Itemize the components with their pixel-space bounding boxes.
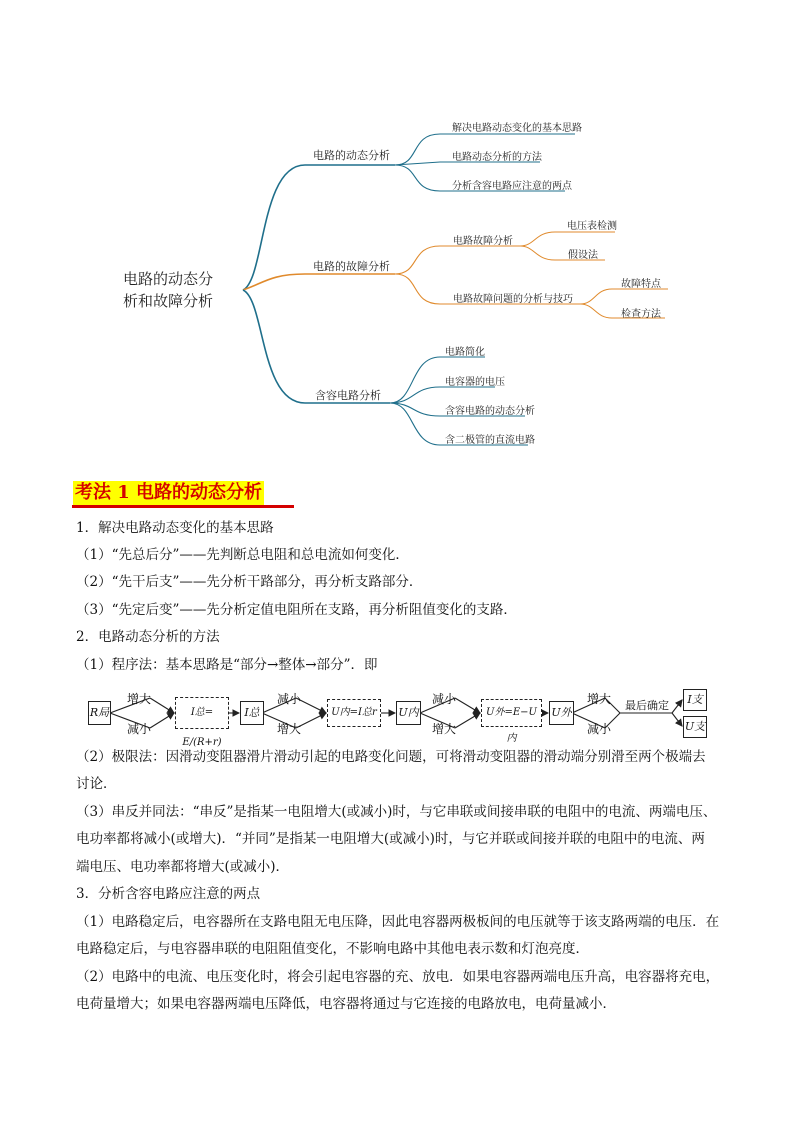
flow-label-increase: 增大: [277, 722, 302, 736]
paragraph: （1）“先总后分”——先判断总电阻和总电流如何变化．: [76, 547, 409, 563]
flow-label-decrease: 减小: [587, 722, 612, 736]
flow-box-u-outer: U外: [549, 701, 574, 725]
paragraph: 电功率都将减小(或增大)．“并同”是指某一电阻增大(或减小)时，与它并联或间接并联的电阻中的电流、两: [76, 831, 705, 847]
mindmap-leaf[interactable]: 解决电路动态变化的基本思路: [452, 123, 582, 134]
paragraph: （2）极限法：因滑动变阻器滑片滑动引起的电路变化问题，可将滑动变阻器的滑动端分别滑至两个极端去: [76, 749, 706, 765]
mindmap-branch-capacitor[interactable]: 含容电路分析: [315, 389, 381, 402]
flow-label-decrease: 减小: [127, 722, 152, 736]
paragraph: 电荷量增大；如果电容器两端电压降低，电容器将通过与它连接的电路放电，电荷量减小．: [76, 996, 616, 1012]
mindmap-leaf[interactable]: 电路故障问题的分析与技巧: [453, 294, 573, 305]
flow-box-u-branch: U支: [683, 716, 707, 738]
flow-label-increase: 增大: [587, 692, 612, 706]
section-title: 考法 1 电路的动态分析: [75, 482, 263, 503]
flow-box-r-local: R局: [88, 701, 111, 725]
paragraph: 1．解决电路动态变化的基本思路: [76, 520, 274, 536]
mindmap-root-line2: 析和故障分析: [122, 292, 213, 310]
flow-label-decrease: 减小: [277, 692, 302, 706]
mindmap-leaf[interactable]: 含二极管的直流电路: [445, 435, 535, 446]
flow-box-u-outer-formula: U外=E−U内: [481, 699, 542, 727]
mindmap-lines: [0, 0, 794, 470]
paragraph: （1）程序法：基本思路是“部分→整体→部分”．即: [76, 657, 378, 673]
paragraph: 端电压、电功率都将增大(或减小)．: [76, 859, 290, 875]
flow-label-increase: 增大: [432, 722, 457, 736]
flow-label-decrease: 减小: [432, 692, 457, 706]
mindmap-leaf[interactable]: 电容器的电压: [445, 377, 505, 388]
paragraph: （2）“先干后支”——先分析干路部分，再分析支路部分．: [76, 574, 423, 590]
mindmap-leaf[interactable]: 故障特点: [621, 279, 661, 290]
flow-box-i-total: I总: [240, 701, 264, 725]
paragraph: （3）串反并同法：“串反”是指某一电阻增大(或减小)时，与它串联或间接串联的电阻中的电流、两端电压、: [76, 804, 717, 820]
flow-label-increase: 增大: [127, 692, 152, 706]
mindmap-leaf[interactable]: 分析含容电路应注意的两点: [452, 181, 572, 192]
paragraph: 2．电路动态分析的方法: [76, 629, 220, 645]
flow-box-u-inner-formula: U内=I总r: [327, 699, 381, 727]
mindmap-leaf[interactable]: 含容电路的动态分析: [445, 406, 535, 417]
mindmap-leaf[interactable]: 检查方法: [621, 309, 661, 320]
mindmap-leaf[interactable]: 假设法: [568, 250, 598, 261]
mindmap-leaf[interactable]: 电压表检测: [567, 221, 617, 232]
paragraph: （3）“先定后变”——先分析定值电阻所在支路，再分析阻值变化的支路．: [76, 602, 517, 618]
paragraph: （2）电路中的电流、电压变化时，将会引起电容器的充、放电．如果电容器两端电压升高，电容器将充电，: [76, 969, 720, 985]
paragraph: 讨论．: [76, 776, 117, 792]
mindmap-leaf[interactable]: 电路动态分析的方法: [452, 152, 542, 163]
flow-box-i-total-formula: I总= E/(R+r): [175, 697, 229, 729]
paragraph: 3．分析含容电路应注意的两点: [76, 886, 261, 902]
paragraph: （1）电路稳定后，电容器所在支路电阻无电压降，因此电容器两极板间的电压就等于该支路两端的电压．在: [76, 914, 720, 930]
mindmap-root: [108, 268, 228, 312]
mindmap-root-line1: 电路的动态分: [122, 270, 213, 288]
mindmap-branch-fault[interactable]: 电路的故障分析: [313, 260, 390, 273]
mindmap-leaf[interactable]: 电路故障分析: [453, 236, 513, 247]
mindmap-leaf[interactable]: 电路简化: [445, 347, 485, 358]
flow-label-final: 最后确定: [625, 699, 669, 712]
flow-box-u-inner: U内: [396, 701, 421, 725]
section-title-underline: [72, 505, 294, 508]
flow-box-i-branch: I支: [683, 689, 707, 711]
paragraph: 电路稳定后，与电容器串联的电阻阻值变化，不影响电路中其他电表示数和灯泡亮度．: [76, 941, 589, 957]
mindmap-branch-dynamic[interactable]: 电路的动态分析: [313, 149, 390, 162]
